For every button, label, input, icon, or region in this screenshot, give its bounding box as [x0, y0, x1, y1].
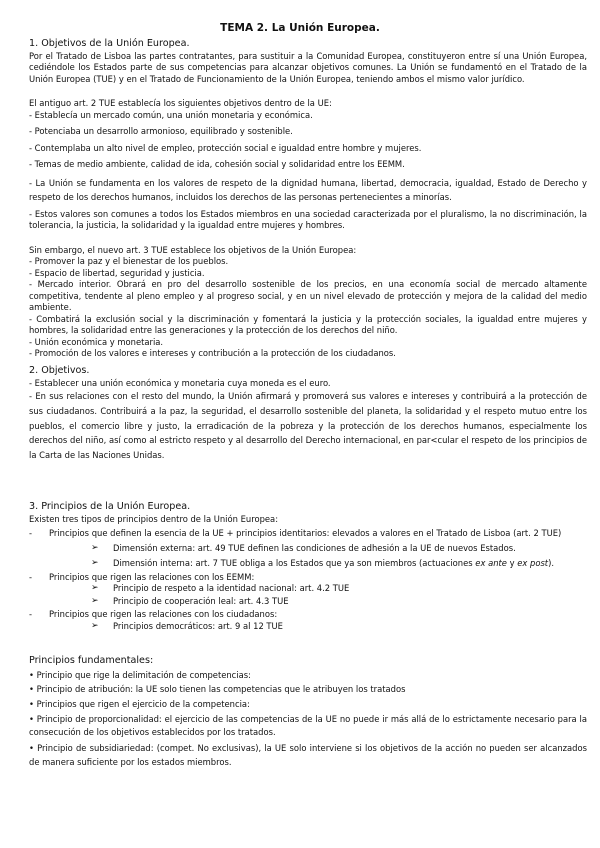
section-principios-ue [29, 501, 587, 632]
list-item: - Establecía un mercado común, una unión monetaria y económica. [29, 109, 313, 120]
principle-group-label: Principios que rigen las relaciones con los ciudadanos: [49, 609, 278, 619]
list-item: • Principios que rigen el ejercicio de la competencia: [29, 698, 250, 709]
list-item: - Promoción de los valores e intereses y contribución a la protección de los ciudadanos. [29, 348, 396, 358]
list-item: - Combatirá la exclusión social y la discriminación y fomentará la justicia y la protección sociales, la igualdad entre mujeres y hombres, la solidaridad entre las generaciones y la protección de los derechos del niño. [29, 313, 587, 335]
list-item: - Estos valores son comunes a todos los Estados miembros en una sociedad caracterizada por el pluralismo, la no discriminación, la tolerancia, la justicia, la solidaridad y la igualdad entre mujeres y hombres. [29, 208, 587, 230]
principle-group-label: Principios que rigen las relaciones con los EEMM: [49, 571, 255, 582]
principle-sub-item [29, 621, 587, 633]
list-item: - Mercado interior. Obrará en pro del desarrollo sostenible de los precios, en una economía social de mercado altamente competitiva, tendente al pleno empleo y al progreso social, y en un nivel elevado de protección y mejora de la calidad del medio ambiente. [29, 279, 587, 312]
list-item: • Principio de atribución: la UE solo tienen las competencias que le atribuyen los tratados [29, 684, 406, 694]
principle-group [29, 609, 587, 621]
list-item: - La Unión se fundamenta en los valores de respeto de la dignidad humana, libertad, democracia, igualdad, Estado de Derecho y respeto de los derechos humanos, incluidos los derechos de las personas pertenecientes a minorías. [29, 177, 587, 202]
list-item: - Temas de medio ambiente, calidad de ida, cohesión social y solidaridad entre los EEMM. [29, 159, 405, 169]
arrow-bullet-icon: ➢ [91, 583, 99, 593]
section-heading: 3. Principios de la Unión Europea. [29, 501, 191, 512]
old-art-intro: El antiguo art. 2 TUE establecía los siguientes objetivos dentro de la UE: [29, 98, 332, 108]
principle-sub-text: Dimensión interna: art. 7 TUE obliga a los Estados que ya son miembros (actuaciones ex ante y ex post). [113, 558, 555, 568]
arrow-bullet-icon: ➢ [91, 542, 99, 553]
arrow-bullet-icon: ➢ [91, 558, 99, 568]
section-objetivos-ue [29, 38, 587, 360]
latin-term: ex post [517, 558, 549, 568]
list-item: - Contemplaba un alto nivel de empleo, protección social e igualdad entre hombre y mujeres. [29, 142, 422, 153]
principle-sub-text: Principios democráticos: art. 9 al 12 TUE [113, 620, 283, 631]
list-item: - Establecer una unión económica y monetaria cuya moneda es el euro. [29, 377, 331, 388]
section-heading: Principios fundamentales: [29, 655, 154, 666]
principle-sub-text: Principio de cooperación leal: art. 4.3 TUE [113, 595, 289, 606]
dash-marker: - [29, 609, 33, 619]
arrow-bullet-icon: ➢ [91, 620, 99, 631]
list-item: • Principio que rige la delimitación de competencias: [29, 669, 251, 680]
list-item: • Principio de subsidiariedad: (compet. No exclusivas), la UE solo interviene si los objetivos de la acción no pueden ser alcanzados de manera suficiente por los estados miembros. [29, 743, 587, 767]
principle-group-label: Principios que definen la esencia de la UE + principios identitarios: elevados a valores en el Tratado de Lisboa (art. 2 TUE) [49, 528, 562, 538]
list-item: - Espacio de libertad, seguridad y justicia. [29, 267, 205, 278]
principle-sub-item [29, 596, 587, 608]
principle-sub-text: Principio de respeto a la identidad nacional: art. 4.2 TUE [113, 583, 350, 593]
principle-sub-item [29, 543, 587, 555]
principle-group [29, 572, 587, 584]
principle-sub-text: Dimensión externa: art. 49 TUE definen las condiciones de adhesión a la UE de nuevos Estados. [113, 542, 516, 553]
dash-marker: - [29, 571, 33, 582]
dash-marker: - [29, 528, 33, 538]
section-objetivos [29, 365, 587, 463]
paragraph-intro: Por el Tratado de Lisboa las partes contratantes, para sustituir a la Comunidad Europea, constituyeron entre sí una Unión Europea, cediéndole los Estados parte de sus competencias para alcanzar objetivos comunes. La Unión se fundamentó en el Tratado de la Unión Europea (TUE) y en el Tratado de Funcionamiento de la Unión Europea, teniendo ambos el mismo valor jurídico. [29, 50, 587, 84]
principle-sub-item [29, 583, 587, 595]
list-item: - Unión económica y monetaria. [29, 336, 164, 347]
section-heading: 1. Objetivos de la Unión Europea. [29, 38, 190, 49]
list-item: - Promover la paz y el bienestar de los pueblos. [29, 256, 229, 266]
section-heading: 2. Objetivos. [29, 365, 90, 376]
list-item: • Principio de proporcionalidad: el ejercicio de las competencias de la UE no puede ir más allá de lo estrictamente necesario para la consecución de los objetivos establecidos por los tratados. [29, 714, 587, 737]
principle-sub-item [29, 558, 587, 570]
latin-term: ex ante [475, 558, 507, 568]
list-item: - Potenciaba un desarrollo armonioso, equilibrado y sostenible. [29, 126, 293, 136]
principles-intro: Existen tres tipos de principios dentro de la Unión Europea: [29, 513, 279, 524]
principle-group [29, 528, 587, 540]
page-title: TEMA 2. La Unión Europea. [220, 22, 380, 34]
arrow-bullet-icon: ➢ [91, 595, 99, 606]
section-principios-fundamentales [29, 655, 587, 769]
new-art-intro: Sin embargo, el nuevo art. 3 TUE establece los objetivos de la Unión Europea: [29, 244, 357, 255]
list-item: - En sus relaciones con el resto del mundo, la Unión afirmará y promoverá sus valores e intereses y contribuirá a la protección de sus ciudadanos. Contribuirá a la paz, la seguridad, el desarrollo sostenible del planeta, la solidaridad y el respeto mutuo entre los pueblos, el comercio libre y justo, la erradicación de la pobreza y la protección de los derechos humanos, especialmente los derechos del niño, así como al estricto respeto y al desarrollo del Derecho internacional, en par<cular el respeto de los principios de la Carta de las Naciones Unidas. [29, 391, 587, 461]
